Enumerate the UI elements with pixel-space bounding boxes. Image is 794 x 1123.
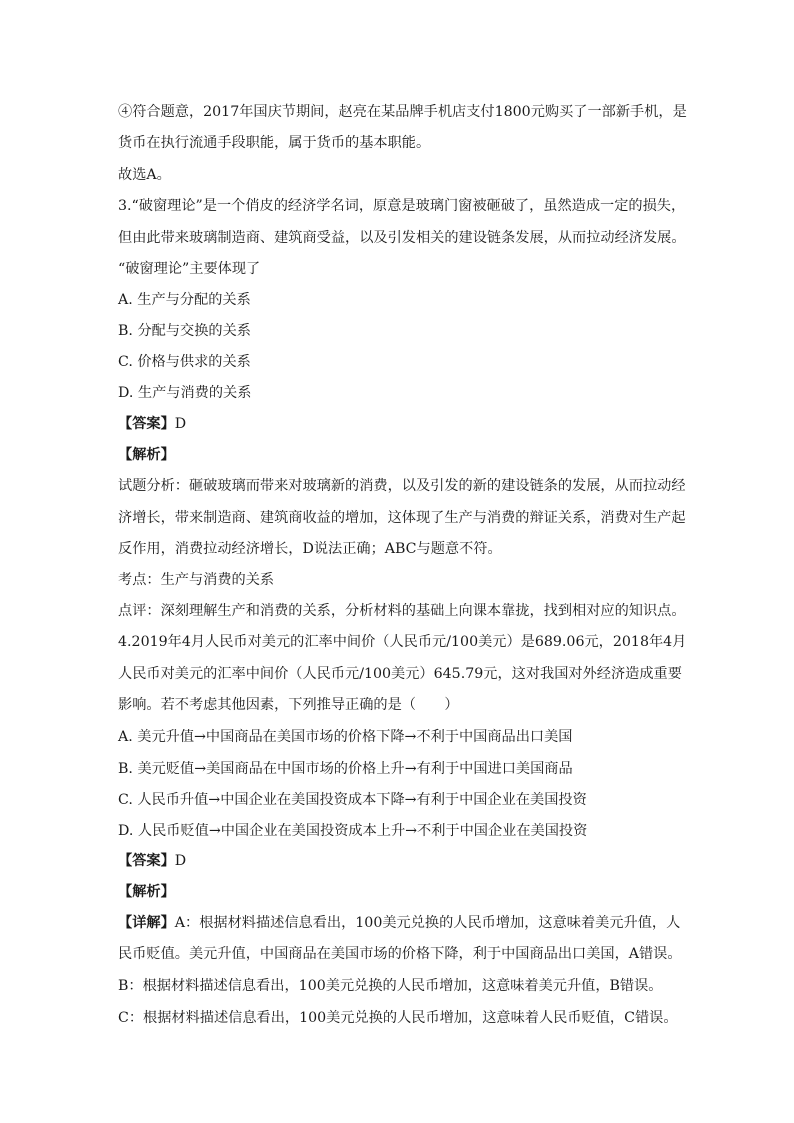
q4-answer-label: 【答案】 xyxy=(118,853,175,869)
q2-tail-line-2: 货币在执行流通手段职能，属于货币的基本职能。 xyxy=(118,135,431,151)
q3-dianping: 点评：深刻理解生产和消费的关系，分析材料的基础上向课本靠拢，找到相对应的知识点。 xyxy=(118,603,686,619)
q3-answer-value: D xyxy=(174,416,187,432)
q3-analysis-line-3: 反作用，消费拉动经济增长，D说法正确；ABC与题意不符。 xyxy=(118,541,502,557)
q4-detail-line-3: B：根据材料描述信息看出，100美元兑换的人民币增加，这意味着美元升值，B错误。 xyxy=(118,978,663,994)
q3-analysis-line-1: 试题分析：砸破玻璃而带来对玻璃新的消费，以及引发的新的建设链条的发展，从而拉动经 xyxy=(118,478,686,494)
q3-kaodian: 考点：生产与消费的关系 xyxy=(118,572,275,588)
q4-option-b: B. 美元贬值→美国商品在中国市场的价格上升→有利于中国进口美国商品 xyxy=(118,761,573,777)
q4-option-a: A. 美元升值→中国商品在美国市场的价格下降→不利于中国商品出口美国 xyxy=(118,729,573,745)
q2-tail-line-1: ④符合题意，2017年国庆节期间，赵亮在某品牌手机店支付1800元购买了一部新手机，是 xyxy=(118,104,687,120)
q3-answer-label: 【答案】 xyxy=(118,416,175,432)
q4-detail-line-1 xyxy=(118,913,680,933)
q3-option-b: B. 分配与交换的关系 xyxy=(118,323,251,339)
q4-answer-value: D xyxy=(174,853,187,869)
q4-option-d: D. 人民币贬值→中国企业在美国投资成本上升→不利于中国企业在美国投资 xyxy=(118,823,588,839)
q4-stem-line-1: 4.2019年4月人民币对美元的汇率中间价（人民币元/100美元）是689.06元，2018年4月 xyxy=(118,634,687,650)
q4-detail-line-4: C：根据材料描述信息看出，100美元兑换的人民币增加，这意味着人民币贬值，C错误。 xyxy=(118,1010,678,1026)
q3-stem-line-2: 但由此带来玻璃制造商、建筑商受益，以及引发相关的建设链条发展，从而拉动经济发展。 xyxy=(118,230,686,246)
q3-analysis-label: 【解析】 xyxy=(118,447,175,463)
q4-detail-line-2: 民币贬值。美元升值，中国商品在美国市场的价格下降，利于中国商品出口美国，A错误。 xyxy=(118,946,682,962)
q4-answer xyxy=(118,851,186,871)
q3-analysis-line-2: 济增长，带来制造商、建筑商收益的增加，这体现了生产与消费的辩证关系，消费对生产起 xyxy=(118,510,686,526)
q3-stem-line-1: 3.“破窗理论”是一个俏皮的经济学名词，原意是玻璃门窗被砸破了，虽然造成一定的损失， xyxy=(118,198,686,214)
q3-stem-line-3: “破窗理论”主要体现了 xyxy=(118,261,261,277)
q4-detail-text-1: A：根据材料描述信息看出，100美元兑换的人民币增加，这意味着美元升值，人 xyxy=(174,915,681,931)
q3-option-c: C. 价格与供求的关系 xyxy=(118,354,251,370)
q4-analysis-label: 【解析】 xyxy=(118,884,175,900)
q3-answer xyxy=(118,414,186,434)
q3-option-d: D. 生产与消费的关系 xyxy=(118,385,252,401)
q2-tail-line-3: 故选A。 xyxy=(118,167,171,183)
q3-option-a: A. 生产与分配的关系 xyxy=(118,292,251,308)
q4-stem-line-2: 人民币对美元的汇率中间价（人民币元/100美元）645.79元，这对我国对外经济造成重要 xyxy=(118,666,682,682)
q4-stem-line-3: 影响。若不考虑其他因素，下列推导正确的是（ ） xyxy=(118,697,459,713)
q4-detail-label: 【详解】 xyxy=(118,915,175,931)
q4-option-c: C. 人民币升值→中国企业在美国投资成本下降→有利于中国企业在美国投资 xyxy=(118,792,587,808)
